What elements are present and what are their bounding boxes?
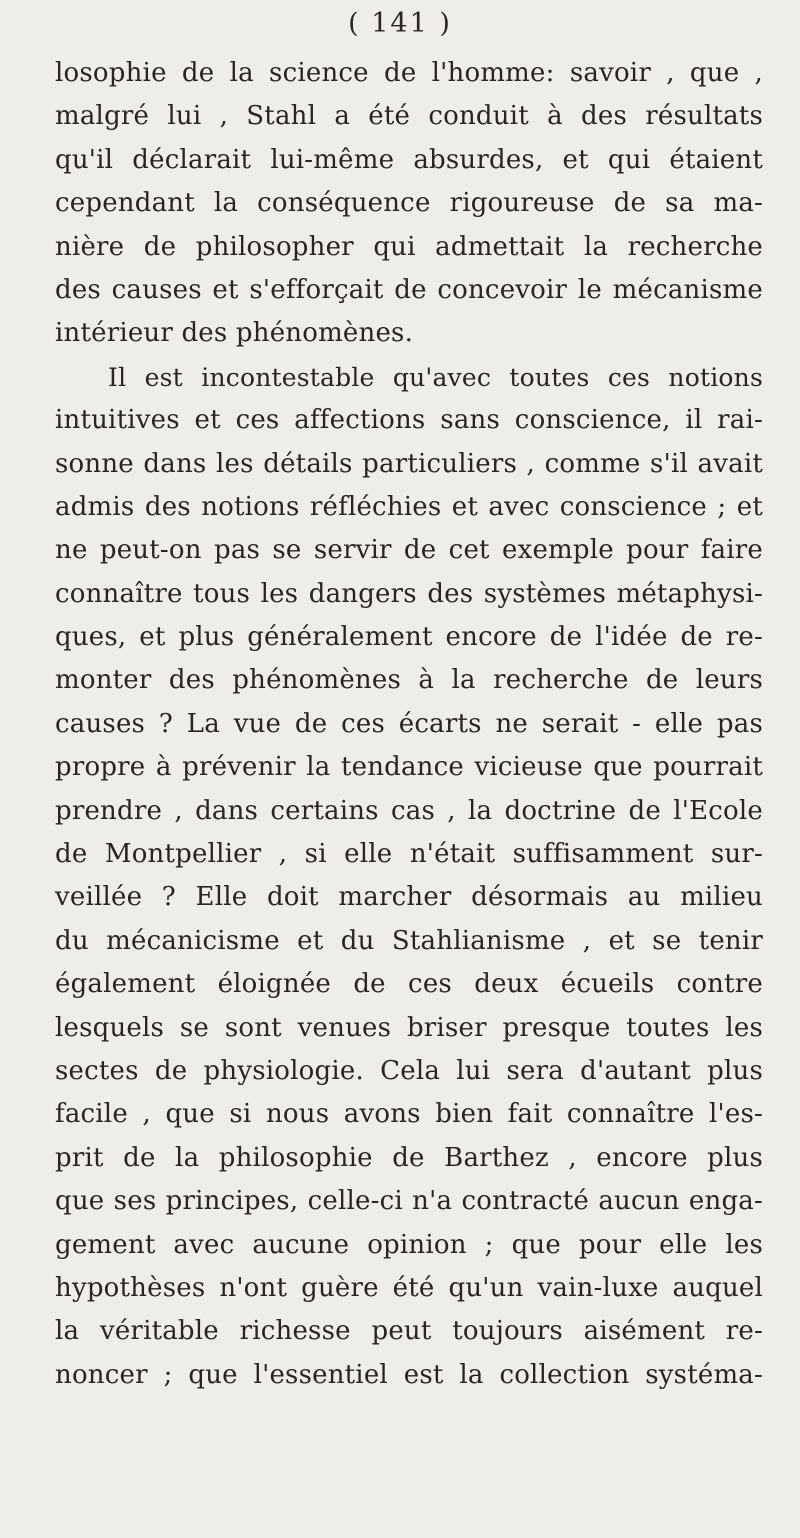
- text-line: ques, et plus généralement encore de l'idée de re-: [55, 622, 763, 653]
- text-line: cependant la conséquence rigoureuse de sa ma-: [55, 188, 763, 219]
- body-text: [55, 52, 763, 1397]
- text-line: également éloignée de ces deux écueils contre: [55, 969, 763, 1000]
- page-number: ( 141 ): [348, 8, 452, 39]
- text-line: admis des notions réfléchies et avec conscience ; et: [55, 491, 763, 522]
- text-line: prendre , dans certains cas , la doctrine de l'Ecole: [55, 795, 763, 826]
- text-line: lesquels se sont venues briser presque toutes les: [55, 1012, 763, 1043]
- text-line: gement avec aucune opinion ; que pour elle les: [55, 1229, 763, 1260]
- text-line: monter des phénomènes à la recherche de leurs: [55, 665, 763, 696]
- text-line: ne peut-on pas se servir de cet exemple pour faire: [55, 535, 763, 566]
- text-line: hypothèses n'ont guère été qu'un vain-luxe auquel: [55, 1272, 763, 1303]
- paragraph-start-line: Il est incontestable qu'avec toutes ces notions: [108, 362, 763, 392]
- text-line: sectes de physiologie. Cela lui sera d'autant plus: [55, 1055, 763, 1086]
- text-line: connaître tous les dangers des systèmes métaphysi-: [55, 578, 763, 609]
- text-line: sonne dans les détails particuliers , comme s'il avait: [55, 448, 763, 479]
- text-line: nière de philosopher qui admettait la recherche: [55, 231, 763, 262]
- text-line: intuitives et ces affections sans conscience, il rai-: [55, 405, 763, 436]
- text-line: prit de la philosophie de Barthez , encore plus: [55, 1142, 763, 1173]
- text-line: losophie de la science de l'homme: savoir , que ,: [55, 58, 763, 88]
- text-line: malgré lui , Stahl a été conduit à des résultats: [55, 101, 763, 132]
- text-line: facile , que si nous avons bien fait connaître l'es-: [55, 1099, 763, 1130]
- text-line: des causes et s'efforçait de concevoir le mécanisme: [55, 274, 763, 305]
- text-line: du mécanicisme et du Stahlianisme , et se tenir: [55, 925, 763, 956]
- text-line: noncer ; que l'essentiel est la collection systéma-: [55, 1359, 763, 1390]
- text-line: propre à prévenir la tendance vicieuse que pourrait: [55, 752, 763, 783]
- text-line: que ses principes, celle-ci n'a contracté aucun enga-: [55, 1186, 763, 1217]
- text-line: intérieur des phénomènes.: [55, 318, 414, 349]
- text-line: veillée ? Elle doit marcher désormais au milieu: [55, 882, 763, 913]
- text-line: causes ? La vue de ces écarts ne serait - elle pas: [55, 708, 763, 739]
- text-line: qu'il déclarait lui-même absurdes, et qui étaient: [55, 144, 763, 175]
- text-line: de Montpellier , si elle n'était suffisamment sur-: [55, 839, 763, 870]
- text-line: la véritable richesse peut toujours aisément re-: [55, 1316, 763, 1347]
